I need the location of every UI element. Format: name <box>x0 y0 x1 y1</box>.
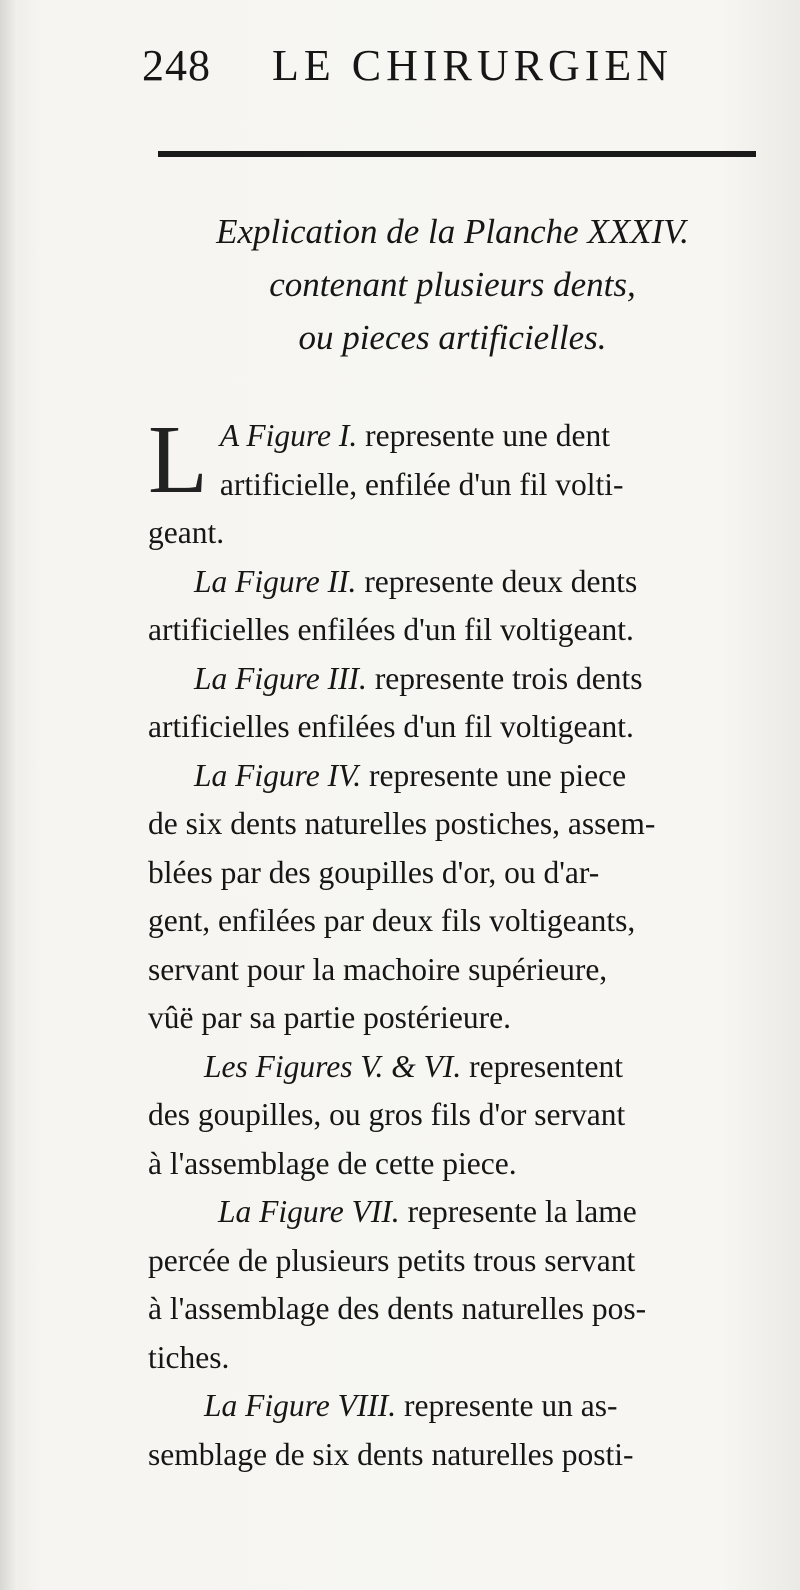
paragraph-figure-1 <box>148 406 763 558</box>
text-line: des goupilles, ou gros fils d'or servant <box>148 1097 626 1132</box>
text-line: à l'assemblage des dents naturelles pos- <box>148 1291 647 1326</box>
text-line: represente deux dents <box>356 563 638 599</box>
text-line: gent, enfilées par deux fils voltigeants, <box>148 903 636 938</box>
figure-label: La Figure VIII. <box>204 1388 397 1423</box>
text-line: artificielles enfilées d'un fil voltigeant. <box>148 612 634 647</box>
text-line: tiches. <box>148 1339 230 1375</box>
header-rule <box>158 151 756 157</box>
figure-label: Les Figures V. & VI. <box>204 1048 462 1084</box>
text-line: percée de plusieurs petits trous servant <box>148 1242 636 1278</box>
body-text <box>148 406 763 1479</box>
text-line: vûë par sa partie postérieure. <box>148 1000 511 1035</box>
paragraph-figure-7 <box>148 1188 763 1382</box>
figure-label: La Figure VII. <box>218 1194 400 1229</box>
paragraph-figures-5-6 <box>148 1043 763 1189</box>
page-header <box>142 40 762 110</box>
text-line: artificielle, enfilée d'un fil volti- <box>219 466 624 502</box>
text-line: à l'assemblage de cette piece. <box>148 1145 517 1181</box>
drop-cap: L <box>148 406 208 514</box>
figure-label: La Figure III. <box>194 660 367 696</box>
page-number: 248 <box>142 41 211 90</box>
figure-label: La Figure IV. <box>194 757 362 793</box>
text-line: artificielles enfilées d'un fil voltigeant. <box>148 709 634 744</box>
text-line: represente la lame <box>399 1194 637 1229</box>
text-line: servant pour la machoire supérieure, <box>148 951 608 987</box>
paragraph-figure-8 <box>148 1382 763 1479</box>
page-binding-edge <box>0 0 18 1590</box>
text-line: blées par des goupilles d'or, ou d'ar- <box>148 854 600 890</box>
text-line: representent <box>461 1048 624 1084</box>
section-title <box>140 205 765 364</box>
figure-label: A Figure I. <box>219 418 358 453</box>
text-line: represente une dent <box>357 418 610 453</box>
title-line-2: contenant plusieurs dents, <box>269 265 636 304</box>
paragraph-figure-2 <box>148 558 763 655</box>
text-line: represente trois dents <box>366 660 643 696</box>
text-line: de six dents naturelles postiches, assem- <box>148 806 656 841</box>
text-line: represente une piece <box>361 757 627 793</box>
paragraph-figure-4 <box>148 752 763 1043</box>
title-line-1: Explication de la Planche XXXIV. <box>216 212 689 251</box>
title-line-3: ou pieces artificielles. <box>298 318 607 357</box>
figure-label: La Figure II. <box>194 563 357 599</box>
running-head: LE CHIRURGIEN <box>272 41 674 90</box>
text-line: semblage de six dents naturelles posti- <box>148 1436 634 1472</box>
paragraph-figure-3 <box>148 655 763 752</box>
text-line: geant. <box>148 515 225 550</box>
text-line: represente un as- <box>396 1388 618 1423</box>
